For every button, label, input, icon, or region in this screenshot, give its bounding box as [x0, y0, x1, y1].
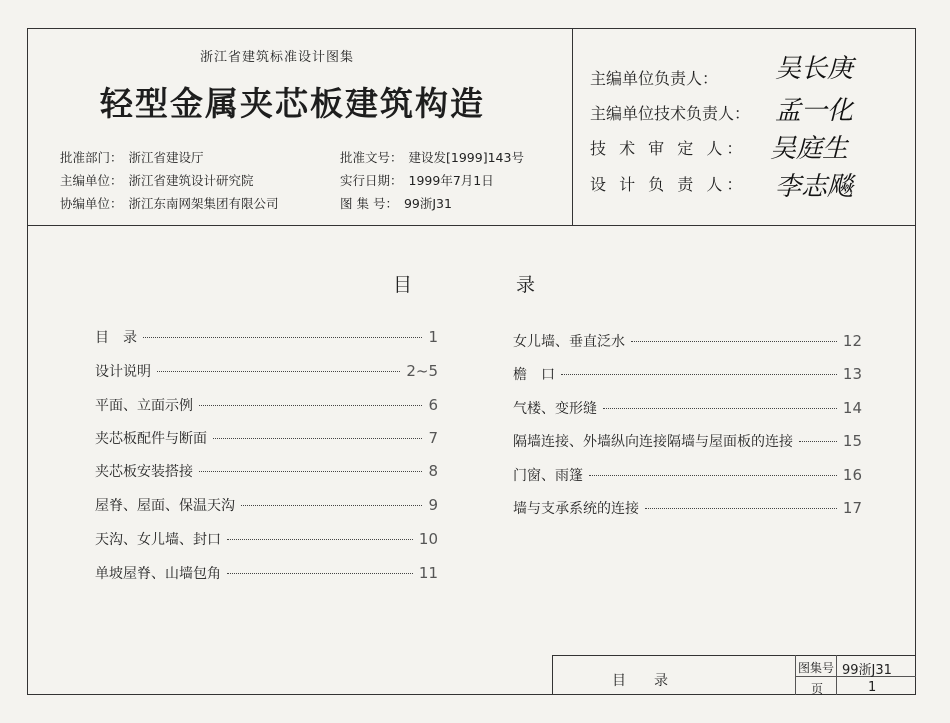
- title-block-left: [552, 655, 553, 695]
- toc-item-page: 17: [842, 499, 862, 517]
- toc-item-title: 设计说明: [95, 364, 151, 380]
- meta-co-editor: [60, 194, 279, 212]
- leader-dots: [589, 475, 837, 476]
- toc-item[interactable]: [95, 327, 438, 347]
- leader-dots: [199, 471, 422, 472]
- meta-approval-dept: [60, 148, 204, 166]
- toc-item-page: 6: [428, 396, 438, 414]
- meta-chief-editor: [60, 171, 254, 189]
- signature-tech-head: 孟一化: [775, 96, 854, 126]
- role-design-lead: 设 计 负 责 人：: [590, 175, 747, 194]
- toc-item[interactable]: [513, 364, 862, 384]
- meta-approval-no: [340, 148, 524, 166]
- leader-dots: [199, 405, 422, 406]
- header-divider: [27, 225, 916, 226]
- meta-value: 浙江省建筑设计研究院: [128, 173, 254, 188]
- title-block-split: [795, 655, 796, 695]
- toc-heading-left: 目: [393, 274, 413, 296]
- role-tech-reviewer: 技 术 审 定 人：: [590, 139, 747, 158]
- toc-item[interactable]: [513, 398, 862, 418]
- meta-label: 实行日期：: [340, 173, 403, 188]
- toc-item-title: 檐 口: [513, 367, 555, 383]
- meta-value: 1999年7月1日: [408, 173, 494, 188]
- leader-dots: [561, 374, 837, 375]
- meta-atlas-no: [340, 194, 452, 212]
- page-number: 1: [868, 680, 877, 695]
- leader-dots: [631, 341, 837, 342]
- atlas-title: 轻型金属夹芯板建筑构造: [100, 84, 485, 123]
- toc-item-title: 平面、立面示例: [95, 398, 193, 414]
- leader-dots: [645, 508, 837, 509]
- series-name: 浙江省建筑标准设计图集: [200, 50, 355, 65]
- role-chief-unit-head: 主编单位负责人：: [590, 69, 719, 88]
- toc-item-page: 2~5: [406, 362, 438, 380]
- leader-dots: [213, 438, 422, 439]
- meta-value: 浙江省建设厅: [128, 150, 204, 165]
- toc-item[interactable]: [95, 529, 438, 549]
- toc-item-page: 8: [428, 462, 438, 480]
- toc-item-title: 天沟、女儿墙、封口: [95, 532, 221, 548]
- toc-item-page: 15: [842, 432, 862, 450]
- toc-item-page: 14: [842, 399, 862, 417]
- signature-tech-reviewer: 吴庭生: [770, 134, 849, 164]
- toc-item-title: 单坡屋脊、山墙包角: [95, 566, 221, 582]
- signature-chief-unit-head: 吴长庚: [775, 54, 854, 84]
- meta-value: 浙江东南网架集团有限公司: [128, 196, 279, 211]
- header-split: [572, 28, 573, 225]
- toc-item-title: 目 录: [95, 330, 137, 346]
- leader-dots: [799, 441, 837, 442]
- meta-value: 建设发[1999]143号: [408, 150, 524, 165]
- toc-item-page: 1: [428, 328, 438, 346]
- meta-value: 99浙J31: [403, 196, 452, 211]
- toc-item-title: 夹芯板安装搭接: [95, 464, 193, 480]
- leader-dots: [241, 505, 422, 506]
- toc-item[interactable]: [95, 461, 438, 481]
- leader-dots: [157, 371, 400, 372]
- toc-item-page: 11: [418, 564, 438, 582]
- toc-item-title: 隔墙连接、外墙纵向连接隔墙与屋面板的连接: [513, 434, 793, 450]
- toc-item-title: 屋脊、屋面、保温天沟: [95, 498, 235, 514]
- toc-item[interactable]: [95, 428, 438, 448]
- leader-dots: [227, 573, 413, 574]
- toc-item[interactable]: [95, 361, 438, 381]
- meta-label: 批准文号：: [340, 150, 403, 165]
- atlas-number-value: 99浙J31: [842, 663, 892, 678]
- meta-label: 图 集 号：: [340, 196, 398, 211]
- toc-item-title: 气楼、变形缝: [513, 401, 597, 417]
- toc-item[interactable]: [95, 495, 438, 515]
- title-block-top: [552, 655, 916, 656]
- toc-item-title: 女儿墙、垂直泛水: [513, 334, 625, 350]
- meta-label: 协编单位：: [60, 196, 123, 211]
- toc-item-page: 7: [428, 429, 438, 447]
- toc-item-page: 10: [418, 530, 438, 548]
- toc-item-page: 9: [428, 496, 438, 514]
- toc-item-page: 12: [842, 332, 862, 350]
- toc-item[interactable]: [513, 498, 862, 518]
- toc-item-page: 16: [842, 466, 862, 484]
- toc-item-title: 墙与支承系统的连接: [513, 501, 639, 517]
- toc-item-title: 夹芯板配件与断面: [95, 431, 207, 447]
- toc-item[interactable]: [95, 395, 438, 415]
- signature-design-lead: 李志飚: [775, 172, 854, 202]
- role-tech-head: 主编单位技术负责人：: [590, 104, 751, 123]
- meta-effective-date: [340, 171, 494, 189]
- atlas-number-label: 图集号: [798, 661, 835, 675]
- title-block-name: 目 录: [612, 673, 668, 689]
- meta-label: 主编单位：: [60, 173, 123, 188]
- toc-heading-right: 录: [516, 274, 536, 296]
- toc-item[interactable]: [95, 563, 438, 583]
- toc-item[interactable]: [513, 331, 862, 351]
- page-label: 页: [811, 682, 824, 696]
- toc-item-title: 门窗、雨篷: [513, 468, 583, 484]
- leader-dots: [227, 539, 413, 540]
- leader-dots: [603, 408, 837, 409]
- toc-item[interactable]: [513, 465, 862, 485]
- toc-item-page: 13: [842, 365, 862, 383]
- title-block-split: [836, 655, 837, 695]
- meta-label: 批准部门：: [60, 150, 123, 165]
- toc-item[interactable]: [513, 431, 862, 451]
- leader-dots: [143, 337, 422, 338]
